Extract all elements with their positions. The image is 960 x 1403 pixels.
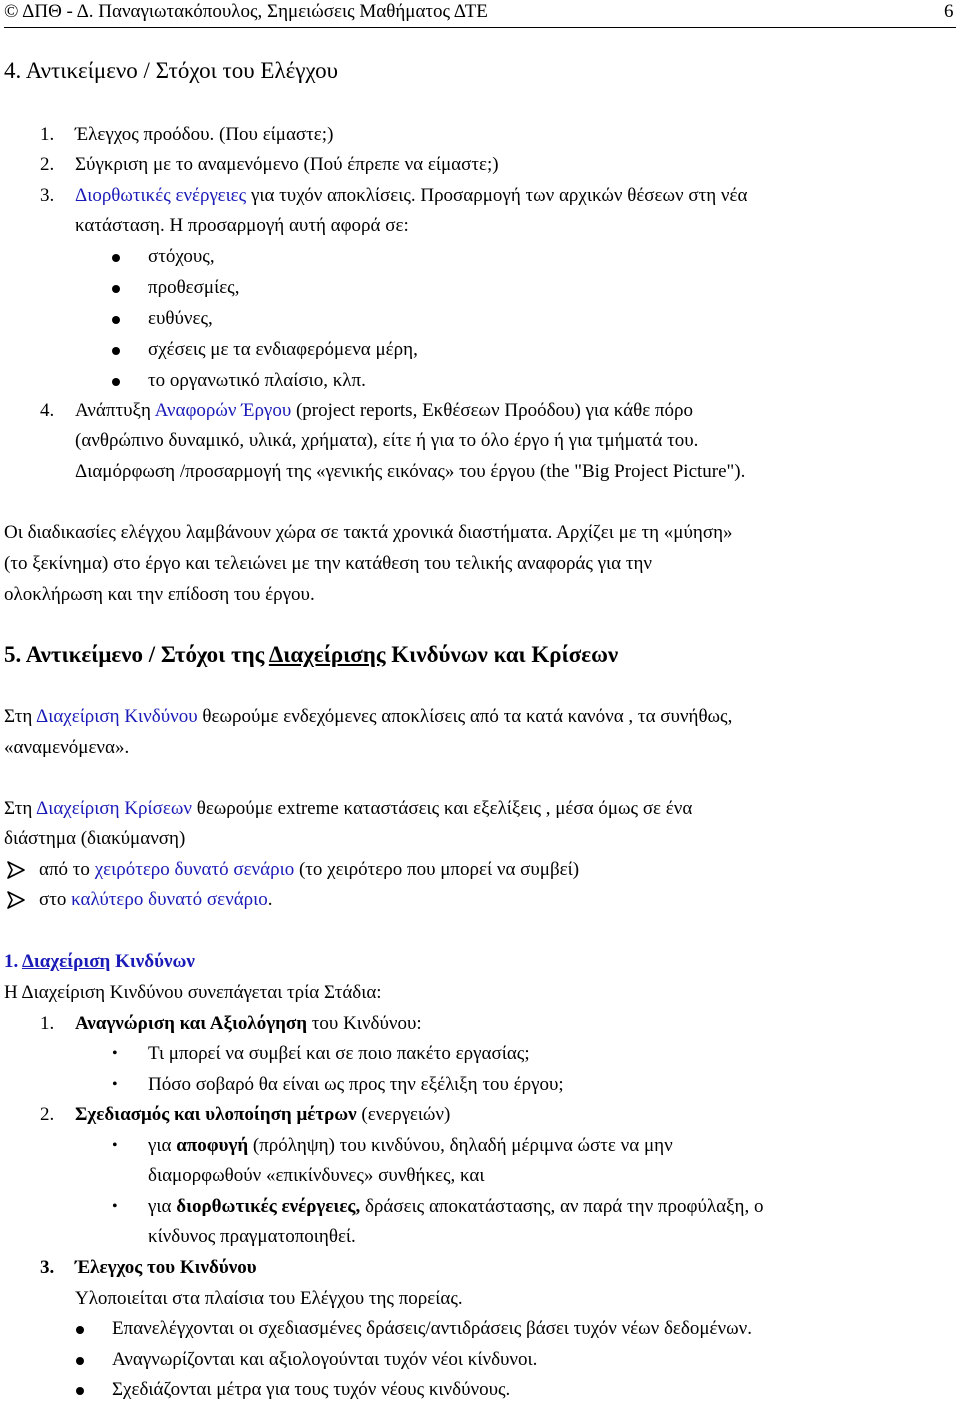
risk-heading-num: 1. xyxy=(4,951,22,972)
bullet-icon: • xyxy=(112,1198,118,1215)
stage-3-bullet: Επανελέγχονται οι σχεδιασμένες δράσεις/αντιδράσεις βάσει τυχόν νέων δεδομένων. xyxy=(112,1318,752,1339)
stage-2-rest: (ενεργειών) xyxy=(356,1104,451,1125)
stage-1-number: 1. xyxy=(40,1013,55,1034)
stage-1-bullet: Τι μπορεί να συμβεί και σε ποιο πακέτο εργασίας; xyxy=(148,1043,530,1064)
item-3-bullet: το οργανωτικό πλαίσιο, κλπ. xyxy=(148,370,366,391)
crisis-paragraph xyxy=(4,797,692,821)
stage-3-line-2: Υλοποιείται στα πλαίσια του Ελέγχου της πορείας. xyxy=(75,1288,463,1309)
stage-3-number: 3. xyxy=(40,1257,55,1278)
bullet-dot-icon xyxy=(76,1357,84,1365)
stage-2-number: 2. xyxy=(40,1104,55,1125)
stage-2-bullet-2-line-2: κίνδυνος πραγματοποιηθεί. xyxy=(148,1226,356,1247)
item-3-bullet: στόχους, xyxy=(148,246,215,267)
item-4-blue: Αναφορών Έργου xyxy=(154,400,292,421)
section-5-heading-underlined: Διαχείρισης xyxy=(268,642,386,667)
arrow-item-best-pre: στο xyxy=(39,889,72,910)
risk-heading xyxy=(4,950,195,974)
risk-paragraph-rest: θεωρούμε ενδεχόμενες αποκλίσεις από τα κατά κανόνα , τα συνήθως, xyxy=(197,706,733,727)
bullet-icon: • xyxy=(112,1045,118,1062)
risk-paragraph-line-2: «αναμενόμενα». xyxy=(4,737,130,758)
item-3-blue: Διορθωτικές ενέργειες xyxy=(75,185,247,206)
stage-2-bullet-1 xyxy=(148,1134,673,1158)
item-4-rest: (project reports, Εκθέσεων Προόδου) για κάθε πόρο xyxy=(291,400,694,421)
header-divider xyxy=(4,27,956,28)
item-4-line-2: (ανθρώπινο δυναμικό, υλικά, χρήματα), είτε ή για το όλο έργο ή για τμήματά του. xyxy=(75,430,699,451)
arrow-item-worst-rest: (το χειρότερο που μπορεί να συμβεί) xyxy=(294,859,580,880)
risk-intro: Η Διαχείριση Κινδύνου συνεπάγεται τρία Στάδια: xyxy=(4,982,382,1003)
stage-2-text xyxy=(75,1103,450,1127)
risk-heading-underlined: Διαχείριση xyxy=(21,951,111,972)
stage-2-bullet-2-pre: για xyxy=(148,1196,177,1217)
paragraph-line: (το ξεκίνημα) στο έργο και τελειώνει με την κατάθεση του τελικής αναφοράς για την xyxy=(4,553,653,574)
arrow-bullet-icon xyxy=(6,860,26,880)
risk-paragraph-pre: Στη xyxy=(4,706,36,727)
bullet-icon: • xyxy=(112,1137,118,1154)
bullet-dot-icon xyxy=(76,1326,84,1334)
section-5-heading xyxy=(4,643,618,667)
stage-2-bullet-1-bold: αποφυγή xyxy=(176,1135,249,1156)
crisis-paragraph-blue: Διαχείριση Κρίσεων xyxy=(36,798,192,819)
crisis-paragraph-rest: θεωρούμε extreme καταστάσεις και εξελίξεις , μέσα όμως σε ένα xyxy=(191,798,693,819)
arrow-item-worst-blue: χειρότερο δυνατό σενάριο xyxy=(94,859,295,880)
bullet-dot-icon xyxy=(112,347,120,355)
crisis-paragraph-pre: Στη xyxy=(4,798,36,819)
item-3-line-2: κατάσταση. Η προσαρμογή αυτή αφορά σε: xyxy=(75,215,409,236)
crisis-paragraph-line-2: διάστημα (διακύμανση) xyxy=(4,828,186,849)
item-3-number: 3. xyxy=(40,185,55,206)
risk-paragraph xyxy=(4,705,732,729)
bullet-dot-icon xyxy=(76,1387,84,1395)
item-3-text xyxy=(75,184,747,208)
risk-heading-rest: Κινδύνων xyxy=(110,951,195,972)
stage-2-bullet-1-line-2: διαμορφωθούν «επικίνδυνες» συνθήκες, και xyxy=(148,1165,485,1186)
stage-1-rest: του Κινδύνου: xyxy=(307,1013,422,1034)
item-3-rest: για τυχόν αποκλίσεις. Προσαρμογή των αρχικών θέσεων στη νέα xyxy=(246,185,748,206)
stage-2-bullet-1-pre: για xyxy=(148,1135,177,1156)
item-2-number: 2. xyxy=(40,154,55,175)
bullet-dot-icon xyxy=(112,316,120,324)
page-number: 6 xyxy=(944,1,954,22)
item-4-number: 4. xyxy=(40,400,55,421)
bullet-dot-icon xyxy=(112,378,120,386)
risk-paragraph-blue: Διαχείριση Κινδύνου xyxy=(36,706,198,727)
item-2-text: Σύγκριση με το αναμενόμενο (Πού έπρεπε να είμαστε;) xyxy=(75,154,499,175)
item-3-bullet: προθεσμίες, xyxy=(148,277,240,298)
stage-2-bullet-2 xyxy=(148,1195,763,1219)
bullet-dot-icon xyxy=(112,285,120,293)
arrow-item-worst xyxy=(39,858,579,882)
section-5-heading-pre: 5. Αντικείμενο / Στόχοι της xyxy=(4,642,269,667)
stage-2-bullet-2-rest: δράσεις αποκατάστασης, αν παρά την προφύλαξη, ο xyxy=(360,1196,764,1217)
bullet-dot-icon xyxy=(112,254,120,262)
item-3-bullet: σχέσεις με τα ενδιαφερόμενα μέρη, xyxy=(148,339,418,360)
stage-1-text xyxy=(75,1012,422,1036)
stage-2-bullet-2-bold: διορθωτικές ενέργειες, xyxy=(176,1196,361,1217)
item-4-pre: Ανάπτυξη xyxy=(75,400,155,421)
stage-2-bullet-1-rest: (πρόληψη) του κινδύνου, δηλαδή μέριμνα ώστε να μην xyxy=(248,1135,673,1156)
arrow-item-best xyxy=(39,888,273,912)
arrow-bullet-icon xyxy=(6,890,26,910)
page-header-title: © ΔΠΘ - Δ. Παναγιωτακόπουλος, Σημειώσεις Μαθήματος ΔΤΕ xyxy=(4,1,488,22)
item-3-bullet: ευθύνες, xyxy=(148,308,213,329)
paragraph-line: ολοκλήρωση και την επίδοση του έργου. xyxy=(4,584,315,605)
stage-3-title: Έλεγχος του Κινδύνου xyxy=(75,1257,257,1278)
stage-3-bullet: Αναγνωρίζονται και αξιολογούνται τυχόν νέοι κίνδυνοι. xyxy=(112,1349,538,1370)
stage-2-bold: Σχεδιασμός και υλοποίηση μέτρων xyxy=(75,1104,357,1125)
section-5-heading-post: Κινδύνων και Κρίσεων xyxy=(385,642,619,667)
item-4-line-3: Διαμόρφωση /προσαρμογή της «γενικής εικόνας» του έργου (the "Big Project Picture"). xyxy=(75,461,746,482)
stage-3-bullet: Σχεδιάζονται μέτρα για τους τυχόν νέους κινδύνους. xyxy=(112,1379,511,1400)
bullet-icon: • xyxy=(112,1076,118,1093)
stage-1-bold: Αναγνώριση και Αξιολόγηση xyxy=(75,1013,308,1034)
arrow-item-best-blue: καλύτερο δυνατό σενάριο xyxy=(71,889,268,910)
item-4-text xyxy=(75,399,693,423)
item-1-text: Έλεγχος προόδου. (Που είμαστε;) xyxy=(75,124,334,145)
item-1-number: 1. xyxy=(40,124,55,145)
section-4-heading: 4. Αντικείμενο / Στόχοι του Ελέγχου xyxy=(4,58,339,83)
arrow-item-best-rest: . xyxy=(267,889,273,910)
arrow-item-worst-pre: από το xyxy=(39,859,95,880)
stage-1-bullet: Πόσο σοβαρό θα είναι ως προς την εξέλιξη του έργου; xyxy=(148,1074,564,1095)
paragraph-line: Οι διαδικασίες ελέγχου λαμβάνουν χώρα σε τακτά χρονικά διαστήματα. Αρχίζει με τη «μύηση» xyxy=(4,522,733,543)
